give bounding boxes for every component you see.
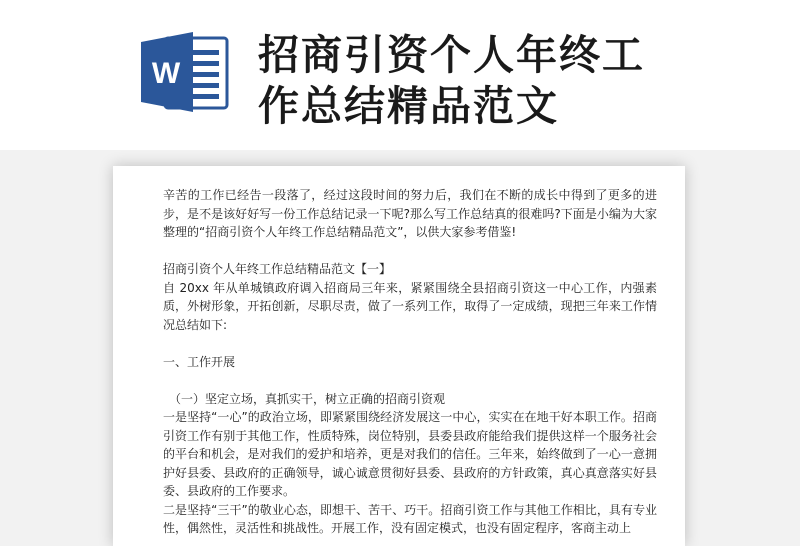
section-title: 招商引资个人年终工作总结精品范文【一】 <box>163 262 392 276</box>
intro-paragraph: 辛苦的工作已经告一段落了，经过这段时间的努力后，我们在不断的成长中得到了更多的进步，是不是该好好写一份工作总结记录一下呢?那么写工作总结真的很难吗?下面是小编为大家整理的“招商引资个人年终工作总结精品范文”，以供大家参考借鉴! <box>163 188 657 239</box>
page-title <box>258 30 778 132</box>
title-line-2: 作总结精品范文 <box>258 82 559 130</box>
word-document-icon <box>141 32 229 112</box>
heading-work-progress: 一、工作开展 <box>163 354 236 369</box>
document-body <box>163 186 657 538</box>
document-page <box>113 166 685 546</box>
subheading-1: （一）坚定立场，真抓实干，树立正确的招商引资观 <box>169 391 446 406</box>
title-line-1: 招商引资个人年终工 <box>258 31 645 79</box>
section-intro-paragraph: 自 20xx 年从单城镇政府调入招商局三年来，紧紧围绕全县招商引资这一中心工作，内强素质，外树形象，开拓创新，尽职尽责，做了一系列工作，取得了一定成绩，现把三年来工作情况总结如下: <box>163 280 657 332</box>
header-banner <box>0 0 800 150</box>
word-icon-letter: W <box>151 57 181 90</box>
paragraph-1: 一是坚持“一心”的政治立场，即紧紧围绕经济发展这一中心，实实在在地干好本职工作。招商引资工作有别于其他工作，性质特殊，岗位特别，县委县政府能给我们提供这样一个服务社会的平台和机会，是对我们的爱护和培养，更是对我们的信任。三年来，始终做到了一心一意拥护好县委、县政府的正确领导，诚心诚意贯彻好县委、县政府的方针政策，真心真意落实好县委、县政府的工作要求。 <box>163 410 657 498</box>
paragraph-2: 二是坚持“三干”的敬业心态，即想干、苦干、巧干。招商引资工作与其他工作相比，具有专业性，偶然性，灵活性和挑战性。开展工作，没有固定模式，也没有固定程序，客商主动上 <box>163 502 657 535</box>
